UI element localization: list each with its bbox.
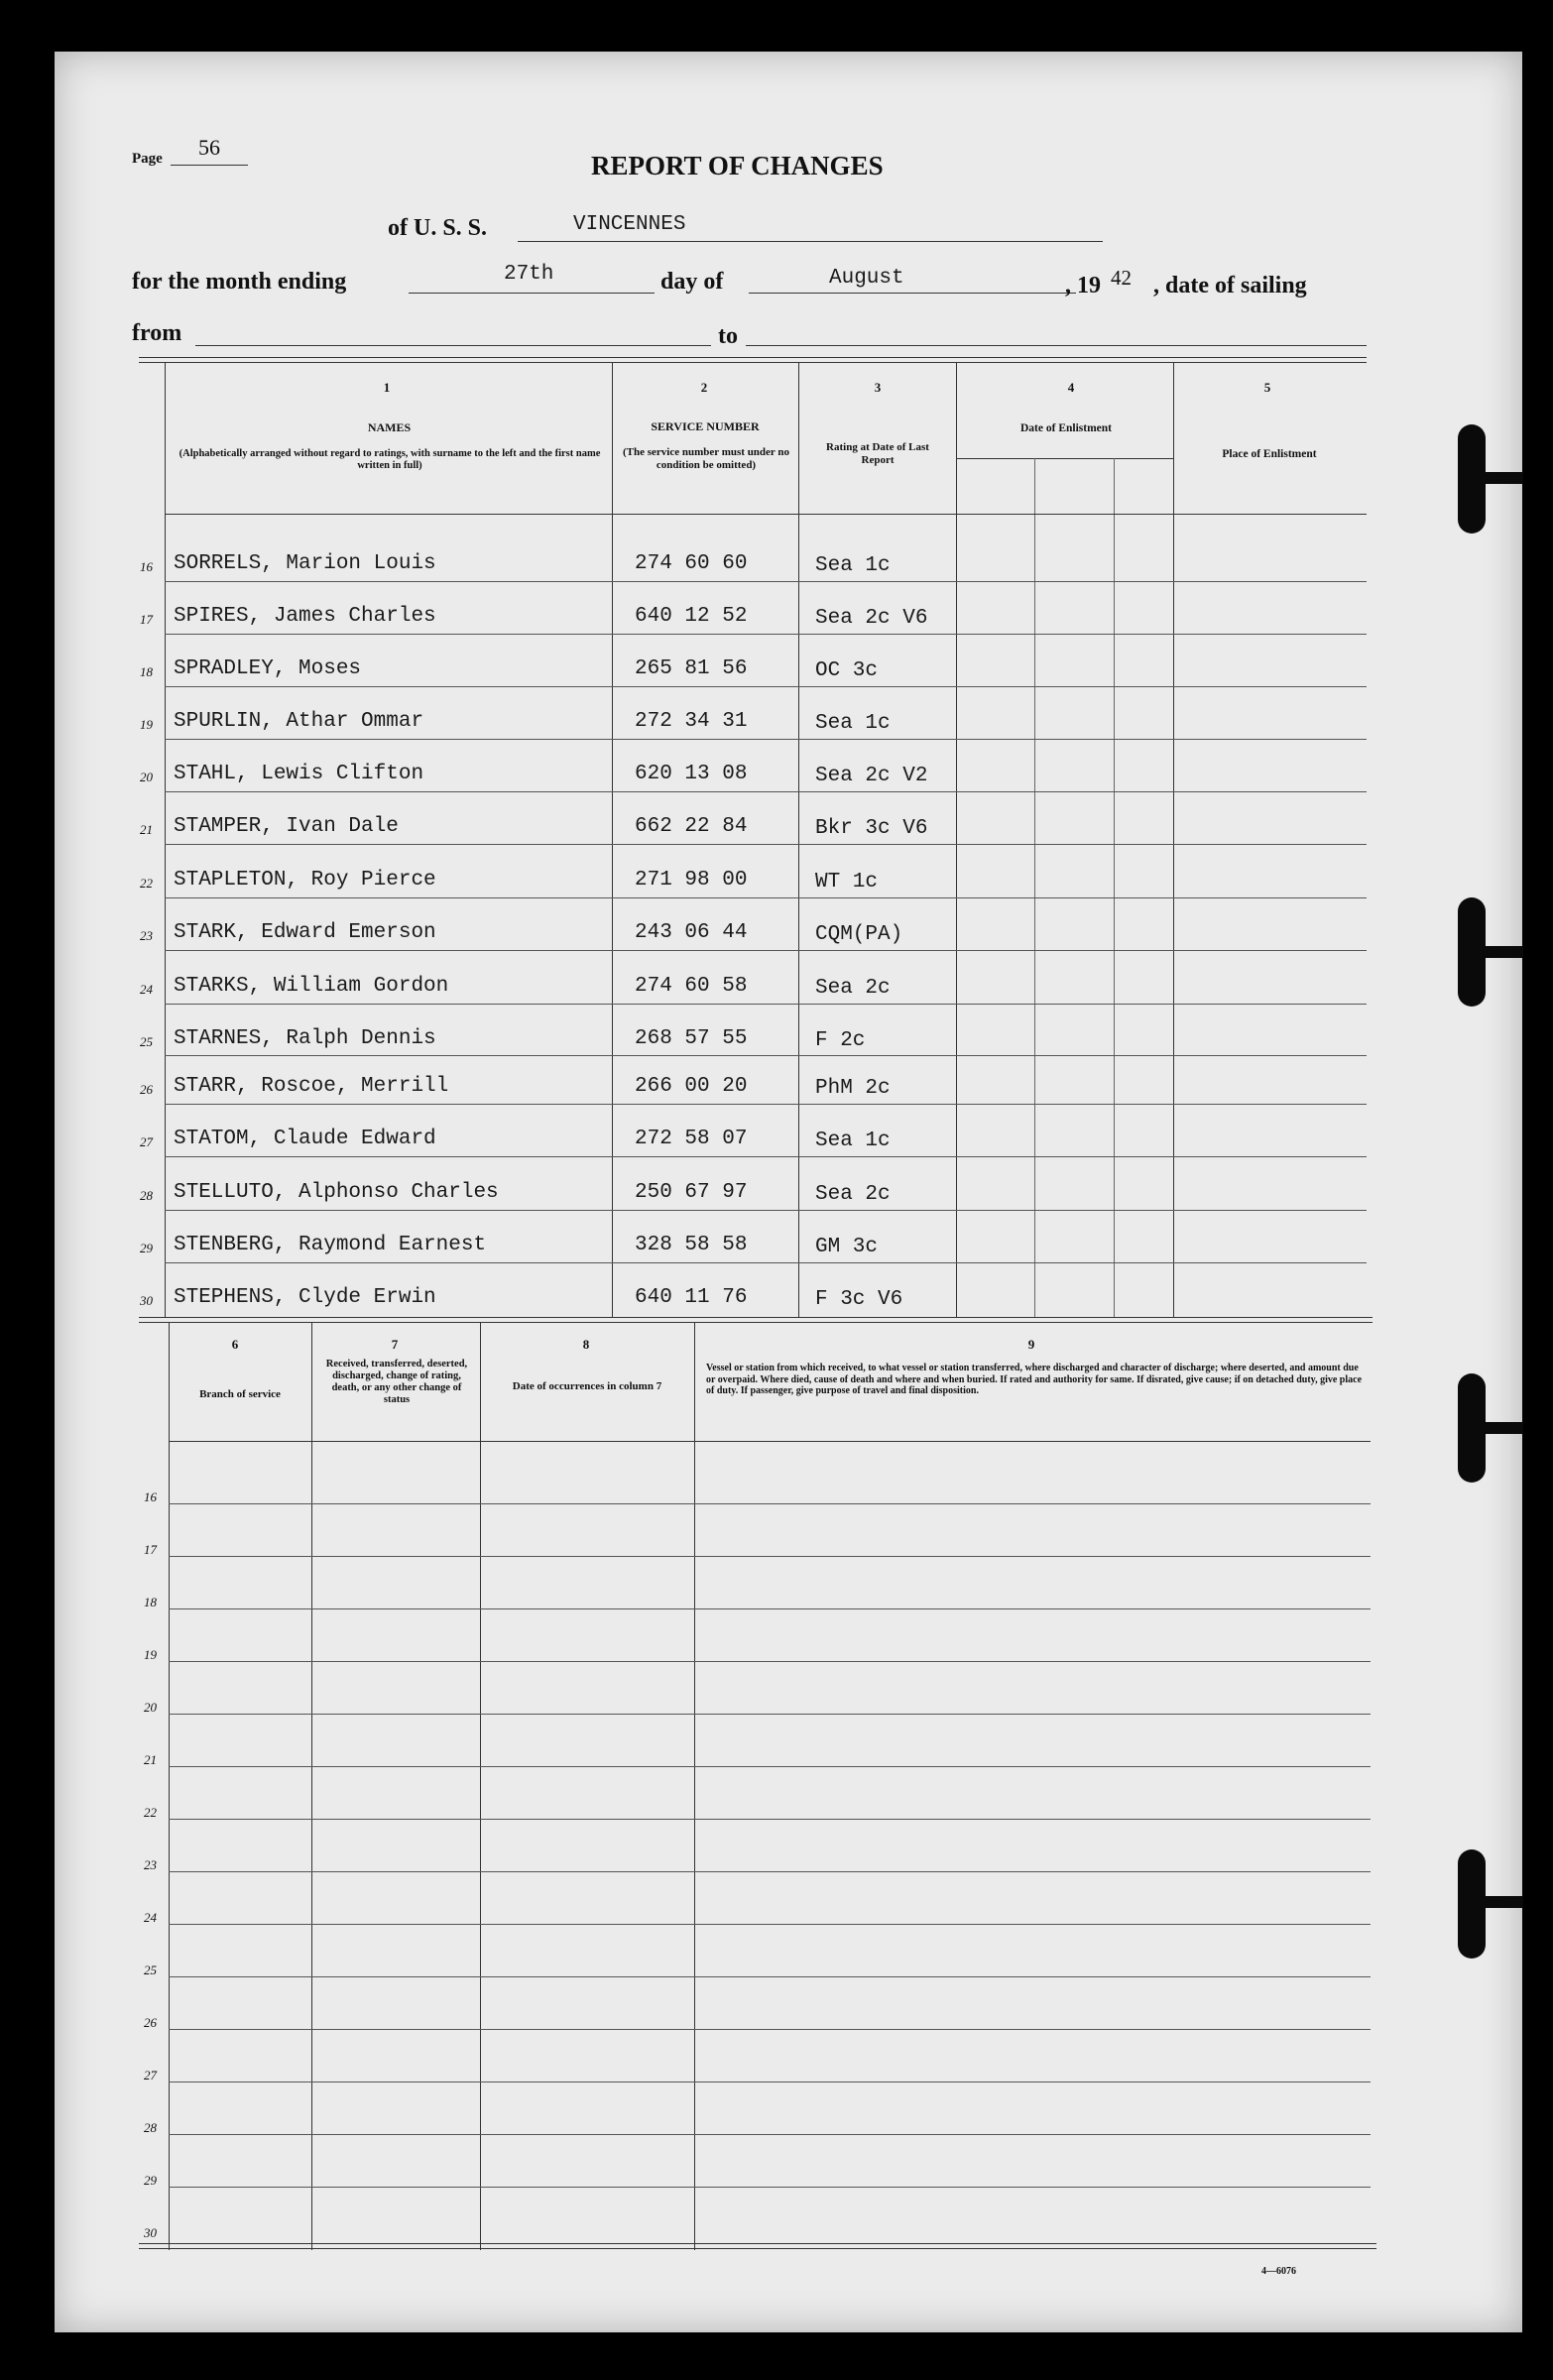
row-number: 18 <box>140 664 153 679</box>
crew-name: STAPLETON, Roy Pierce <box>174 869 436 892</box>
rating: GM 3c <box>815 1236 879 1258</box>
row-number: 24 <box>140 982 153 997</box>
row-number: 26 <box>140 1082 153 1097</box>
row-number: 28 <box>144 2120 157 2135</box>
col2-number: 2 <box>700 380 708 395</box>
rating: Sea 2c V6 <box>815 607 928 630</box>
col8-number: 8 <box>582 1337 590 1352</box>
rating: Sea 2c V2 <box>815 765 928 787</box>
col3-number: 3 <box>874 380 882 395</box>
service-number: 266 00 20 <box>635 1075 748 1098</box>
rating: WT 1c <box>815 871 879 893</box>
crew-name: SPIRES, James Charles <box>174 605 436 628</box>
row-number: 21 <box>144 1752 157 1767</box>
row-number: 26 <box>144 2015 157 2030</box>
to-label: to <box>718 323 738 349</box>
col9-title: Vessel or station from which received, to what vessel or station transferred, where discharged and character of discharge; where deserted, and amount due or overpaid. Where died, cause of death and where and when buried. If rated and authority for same. If disrated, give cause; if on detached duty, give place of duty. If passenger, give purpose of travel and final disposition. <box>706 1363 1363 1396</box>
row-number: 30 <box>140 1293 153 1308</box>
service-number: 265 81 56 <box>635 657 748 680</box>
day-value: 27th <box>504 263 554 286</box>
col5-number: 5 <box>1263 380 1271 395</box>
service-number: 274 60 58 <box>635 975 748 998</box>
service-number: 620 13 08 <box>635 763 748 785</box>
crew-name: STAMPER, Ivan Dale <box>174 815 399 838</box>
col9-number: 9 <box>1027 1337 1035 1352</box>
col7-title: Received, transferred, deserted, discharged, change of rating, death, or any other change of status <box>325 1359 468 1406</box>
row-number: 25 <box>144 1963 157 1977</box>
service-number: 272 34 31 <box>635 710 748 733</box>
row-number: 21 <box>140 822 153 837</box>
row-number: 30 <box>144 2225 157 2240</box>
row-number: 16 <box>140 559 153 574</box>
rating: F 2c <box>815 1029 866 1052</box>
service-number: 271 98 00 <box>635 869 748 892</box>
col6-title: Branch of service <box>199 1388 281 1400</box>
service-number: 328 58 58 <box>635 1234 748 1256</box>
col1-number: 1 <box>383 380 391 395</box>
month-value: August <box>829 267 904 290</box>
crew-name: STARK, Edward Emerson <box>174 921 436 944</box>
rating: Bkr 3c V6 <box>815 817 928 840</box>
row-number: 17 <box>140 612 153 627</box>
service-number: 272 58 07 <box>635 1128 748 1150</box>
rating: CQM(PA) <box>815 923 903 946</box>
crew-name: SORRELS, Marion Louis <box>174 552 436 575</box>
service-number: 640 12 52 <box>635 605 748 628</box>
rating: OC 3c <box>815 659 879 682</box>
page-label: Page <box>132 151 163 167</box>
col1-note: (Alphabetically arranged without regard to ratings, with surname to the left and the first name written in full) <box>179 448 601 472</box>
col2-title: SERVICE NUMBER <box>651 419 760 433</box>
rating: PhM 2c <box>815 1077 891 1100</box>
crew-name: STARNES, Ralph Dennis <box>174 1027 436 1050</box>
row-number: 22 <box>140 876 153 891</box>
row-number: 28 <box>140 1188 153 1203</box>
crew-name: STAHL, Lewis Clifton <box>174 763 424 785</box>
col4-number: 4 <box>1067 380 1075 395</box>
row-number: 19 <box>140 717 153 732</box>
row-number: 19 <box>144 1647 157 1662</box>
form-title: REPORT OF CHANGES <box>591 151 884 180</box>
from-label: from <box>132 320 182 346</box>
page-number: 56 <box>198 135 220 160</box>
row-number: 27 <box>144 2068 157 2082</box>
col1-title: NAMES <box>367 420 412 434</box>
crew-name: STEPHENS, Clyde Erwin <box>174 1286 436 1309</box>
row-number: 18 <box>144 1595 157 1609</box>
crew-name: SPRADLEY, Moses <box>174 657 362 680</box>
service-number: 250 67 97 <box>635 1181 748 1204</box>
col5-title: Place of Enlistment <box>1222 448 1317 460</box>
rating: Sea 1c <box>815 554 891 577</box>
year-prefix: , 19 <box>1065 273 1101 298</box>
crew-name: STENBERG, Raymond Earnest <box>174 1234 487 1256</box>
crew-name: STARKS, William Gordon <box>174 975 449 998</box>
col6-number: 6 <box>231 1337 239 1352</box>
row-number: 29 <box>144 2173 157 2188</box>
crew-name: STELLUTO, Alphonso Charles <box>174 1181 499 1204</box>
col8-title: Date of occurrences in column 7 <box>512 1380 662 1392</box>
month-ending-label: for the month ending <box>132 269 347 295</box>
row-number: 22 <box>144 1805 157 1820</box>
service-number: 268 57 55 <box>635 1027 748 1050</box>
row-number: 16 <box>144 1489 157 1504</box>
row-number: 27 <box>140 1134 153 1149</box>
row-number: 23 <box>144 1857 157 1872</box>
service-number: 243 06 44 <box>635 921 748 944</box>
col3-title: Rating at Date of Last Report <box>826 441 929 466</box>
col4-title: Date of Enlistment <box>1020 422 1112 434</box>
date-of-sailing-label: , date of sailing <box>1153 273 1307 298</box>
of-uss-label: of U. S. S. <box>388 215 488 241</box>
day-of-label: day of <box>660 269 724 295</box>
service-number: 640 11 76 <box>635 1286 748 1309</box>
row-number: 17 <box>144 1542 157 1557</box>
ship-name: VINCENNES <box>573 213 686 236</box>
col7-number: 7 <box>391 1337 399 1352</box>
row-number: 23 <box>140 928 153 943</box>
service-number: 662 22 84 <box>635 815 748 838</box>
crew-name: STATOM, Claude Edward <box>174 1128 436 1150</box>
row-number: 25 <box>140 1034 153 1049</box>
rating: Sea 2c <box>815 977 891 1000</box>
rating: Sea 1c <box>815 1130 891 1152</box>
row-number: 20 <box>144 1700 157 1715</box>
row-number: 29 <box>140 1241 153 1255</box>
form-number: 4—6076 <box>1261 2266 1296 2277</box>
rating: Sea 1c <box>815 712 891 735</box>
col2-note: (The service number must under no condition be omitted) <box>623 446 789 471</box>
row-number: 24 <box>144 1910 157 1925</box>
rating: F 3c V6 <box>815 1288 903 1311</box>
crew-name: STARR, Roscoe, Merrill <box>174 1075 449 1098</box>
service-number: 274 60 60 <box>635 552 748 575</box>
row-number: 20 <box>140 770 153 784</box>
year-value: 42 <box>1111 266 1132 290</box>
crew-name: SPURLIN, Athar Ommar <box>174 710 424 733</box>
rating: Sea 2c <box>815 1183 891 1206</box>
